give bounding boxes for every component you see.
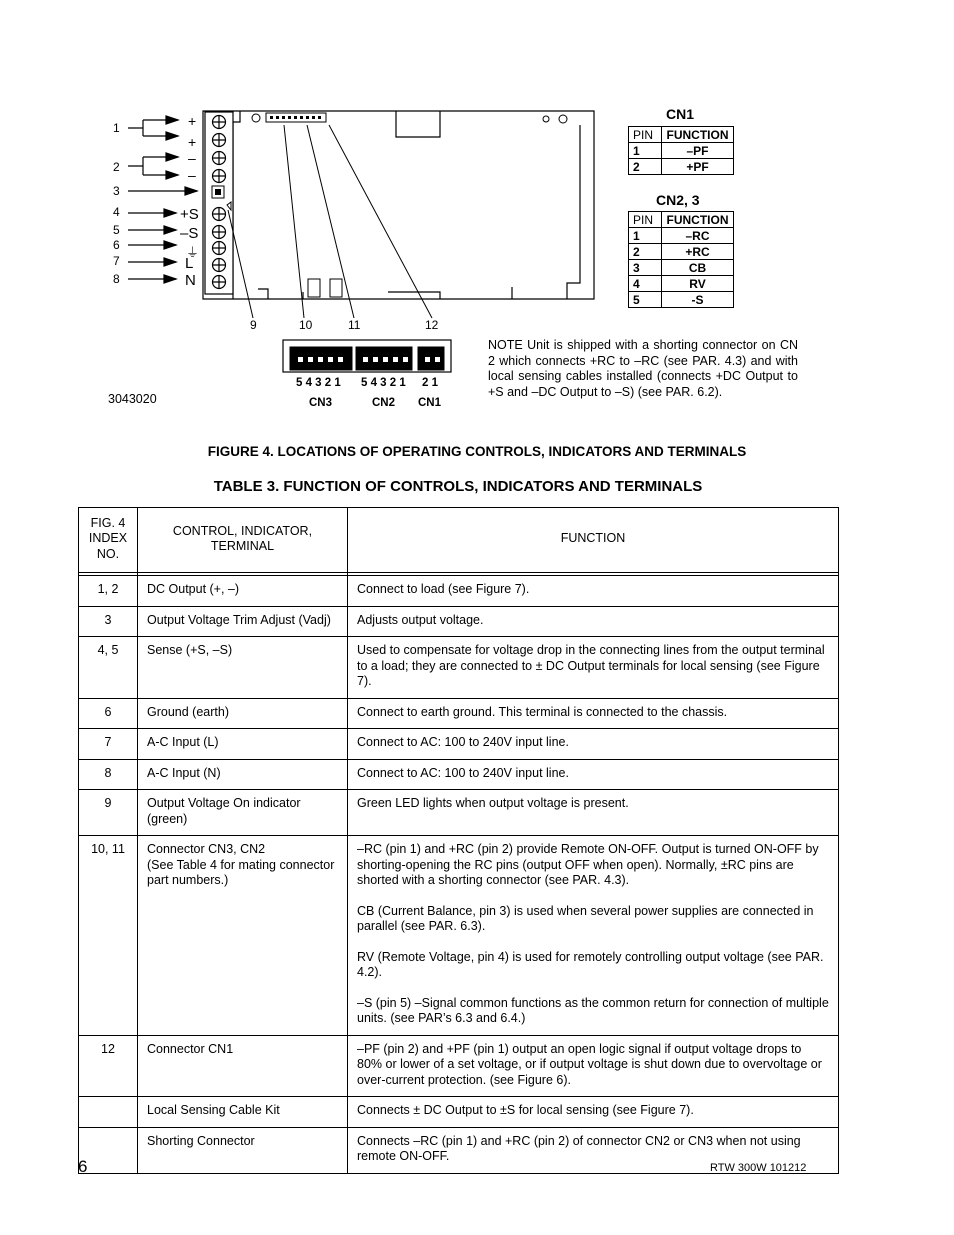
row-index: 12 <box>79 1035 138 1097</box>
table-row <box>79 790 839 836</box>
figure-caption: FIGURE 4. LOCATIONS OF OPERATING CONTROLS, INDICATORS AND TERMINALS <box>207 444 747 459</box>
cn3-pins: 5 4 3 2 1 <box>296 377 341 389</box>
row-function <box>348 759 839 790</box>
row-function <box>348 698 839 729</box>
table-row <box>79 1035 839 1097</box>
function-paragraph: Connects ± DC Output to ±S for local sensing (see Figure 7). <box>357 1103 694 1117</box>
callout-7: 7 <box>113 254 120 268</box>
function-paragraph: –S (pin 5) –Signal common functions as the common return for connection of multiple units. (see PAR’s 6.3 and 6.4.) <box>357 995 829 1025</box>
callout-10: 10 <box>299 318 313 332</box>
arrow-icon <box>164 275 176 283</box>
cn23-pin: 5 <box>629 292 662 308</box>
row-function <box>348 729 839 760</box>
arrow-icon <box>166 116 178 124</box>
header-control <box>138 508 348 573</box>
function-paragraph: Connect to AC: 100 to 240V input line. <box>357 765 569 780</box>
header-index-line: INDEX <box>88 531 128 546</box>
cn23-pin: 1 <box>629 228 662 244</box>
terminal-label-plus-2: + <box>188 134 197 150</box>
document-reference: RTW 300W 101212 <box>710 1162 807 1174</box>
arrow-icon <box>164 258 176 266</box>
callout-9: 9 <box>250 318 257 332</box>
callout-2: 2 <box>113 160 120 174</box>
terminal-label-minus-2: – <box>188 167 196 183</box>
cn23-header-function: FUNCTION <box>662 212 734 228</box>
callout-5: 5 <box>113 223 120 237</box>
figure-number: 3043020 <box>108 392 157 406</box>
arrow-icon <box>164 241 176 249</box>
row-function <box>348 606 839 637</box>
cn23-function: +RC <box>662 244 734 260</box>
function-paragraph: Connect to load (see Figure 7). <box>357 582 530 596</box>
table-row <box>79 1097 839 1128</box>
function-paragraph: CB (Current Balance, pin 3) is used when several power supplies are connected in parallel (see PAR. 6.3). <box>357 903 814 933</box>
table-row <box>79 606 839 637</box>
row-index: 6 <box>79 698 138 729</box>
cn1-header-pin: PIN <box>629 127 662 143</box>
function-paragraph: Connects –RC (pin 1) and +RC (pin 2) of connector CN2 or CN3 when not using remote ON-OFF. <box>357 1133 801 1163</box>
table-caption: TABLE 3. FUNCTION OF CONTROLS, INDICATORS AND TERMINALS <box>213 478 703 495</box>
arrow-icon <box>166 132 178 140</box>
function-paragraph: –PF (pin 2) and +PF (pin 1) output an open logic signal if output voltage drops to 80% or lower of a set voltage, or if output voltage is shut down due to overvoltage or over-current protection. (see Figure 6). <box>357 1041 822 1087</box>
cn2-label: CN2 <box>372 397 396 409</box>
terminal-label-plus-s: +S <box>180 206 199 223</box>
row-control: Ground (earth) <box>138 698 348 729</box>
arrow-icon <box>166 171 178 179</box>
arrow-icon <box>166 153 178 161</box>
cn23-header-pin: PIN <box>629 212 662 228</box>
row-function <box>348 637 839 699</box>
function-paragraph: Connect to AC: 100 to 240V input line. <box>357 735 569 749</box>
row-function <box>348 576 839 607</box>
row-function <box>348 836 839 1036</box>
cn23-pin: 3 <box>629 260 662 276</box>
header-control-line: CONTROL, INDICATOR, <box>172 523 313 538</box>
callout-12: 12 <box>425 318 439 332</box>
cn1-pin: 2 <box>629 159 662 175</box>
row-control: A-C Input (N) <box>138 759 348 790</box>
row-index: 7 <box>79 729 138 760</box>
row-index: 8 <box>79 759 138 790</box>
row-control: Output Voltage On indicator (green) <box>138 790 348 836</box>
row-control: Output Voltage Trim Adjust (Vadj) <box>138 606 348 637</box>
row-control: Sense (+S, –S) <box>138 637 348 699</box>
cn23-function: -S <box>662 292 734 308</box>
callout-6: 6 <box>113 238 120 252</box>
cn1-pin: 1 <box>629 143 662 159</box>
arrow-icon <box>164 226 176 234</box>
function-table <box>78 507 839 1174</box>
note-text: NOTE Unit is shipped with a shorting connector on CN 2 which connects +RC to –RC (see PAR. 4.3) and with local sensing cables installed (connects +DC Output to +S and –DC Output to –S) (see PAR. 6.2). <box>488 338 798 399</box>
chassis-outline <box>203 111 594 299</box>
row-index: 4, 5 <box>79 637 138 699</box>
row-control: A-C Input (L) <box>138 729 348 760</box>
row-control: Connector CN3, CN2 (See Table 4 for mating connector part numbers.) <box>138 836 348 1036</box>
row-control: Shorting Connector <box>138 1127 348 1173</box>
table-row <box>79 836 839 1036</box>
row-index: 9 <box>79 790 138 836</box>
cn23-pin: 4 <box>629 276 662 292</box>
row-function <box>348 1035 839 1097</box>
cn1-function: –PF <box>662 143 734 159</box>
terminal-label-l: L <box>185 255 194 272</box>
function-paragraph: RV (Remote Voltage, pin 4) is used for remotely controlling output voltage (see PAR. 4.2). <box>357 949 824 979</box>
function-paragraph: Green LED lights when output voltage is present. <box>357 796 629 810</box>
ground-icon: ⏚ <box>186 245 200 260</box>
callout-3: 3 <box>113 184 120 198</box>
terminal-label-minus-1: – <box>188 150 196 166</box>
function-paragraph: Used to compensate for voltage drop in the connecting lines from the output terminal to a load; they are connected to ± DC Output terminals for local sensing (see Figure 7). <box>357 643 825 688</box>
cn1-pins: 2 1 <box>422 377 438 389</box>
row-index: 1, 2 <box>79 576 138 607</box>
cn2-pins: 5 4 3 2 1 <box>361 377 406 389</box>
page-number: 6 <box>78 1157 88 1176</box>
row-function <box>348 1097 839 1128</box>
header-index-line: FIG. 4 <box>90 515 126 530</box>
row-control: Connector CN1 <box>138 1035 348 1097</box>
table-row <box>79 637 839 699</box>
row-control: DC Output (+, –) <box>138 576 348 607</box>
cn1-pin-table <box>628 126 734 175</box>
terminal-label-minus-s: –S <box>180 225 199 242</box>
arrow-icon <box>185 187 197 195</box>
cn23-function: –RC <box>662 228 734 244</box>
cn1-label: CN1 <box>418 397 442 409</box>
arrow-icon <box>164 209 176 217</box>
callout-11: 11 <box>348 318 361 332</box>
table-row <box>79 759 839 790</box>
row-index: 3 <box>79 606 138 637</box>
table-row <box>79 698 839 729</box>
terminal-block <box>205 112 233 294</box>
callout-1: 1 <box>113 121 120 135</box>
row-index <box>79 1097 138 1128</box>
callout-4: 4 <box>113 205 120 219</box>
cn23-title: CN2, 3 <box>656 192 700 208</box>
terminal-label-n: N <box>185 272 196 289</box>
callout-8: 8 <box>113 272 120 286</box>
row-index: 10, 11 <box>79 836 138 1036</box>
table-header-row <box>79 508 839 573</box>
row-function <box>348 790 839 836</box>
cn23-function: CB <box>662 260 734 276</box>
header-control-line: TERMINAL <box>210 539 275 553</box>
header-function: FUNCTION <box>348 508 839 573</box>
connector-block <box>283 340 451 372</box>
function-paragraph: Connect to earth ground. This terminal is connected to the chassis. <box>357 704 728 719</box>
cn1-title: CN1 <box>666 106 695 122</box>
cn23-pin-table <box>628 211 734 308</box>
function-paragraph: –RC (pin 1) and +RC (pin 2) provide Remote ON-OFF. Output is turned ON-OFF by shorting-opening the RC pins (output OFF when open). Normally, ±RC pins are shorted with a shorting connector (see PAR. 4.3). <box>357 842 819 887</box>
table-row <box>79 576 839 607</box>
cn3-label: CN3 <box>309 397 333 409</box>
header-index <box>79 508 138 573</box>
header-index-line: NO. <box>96 546 120 561</box>
cn23-function: RV <box>662 276 734 292</box>
cn1-header-function: FUNCTION <box>662 127 734 143</box>
cn1-function: +PF <box>662 159 734 175</box>
table-row <box>79 729 839 760</box>
row-control: Local Sensing Cable Kit <box>138 1097 348 1128</box>
terminal-label-plus-1: + <box>188 113 197 129</box>
cn23-pin: 2 <box>629 244 662 260</box>
function-paragraph: Adjusts output voltage. <box>357 612 484 627</box>
